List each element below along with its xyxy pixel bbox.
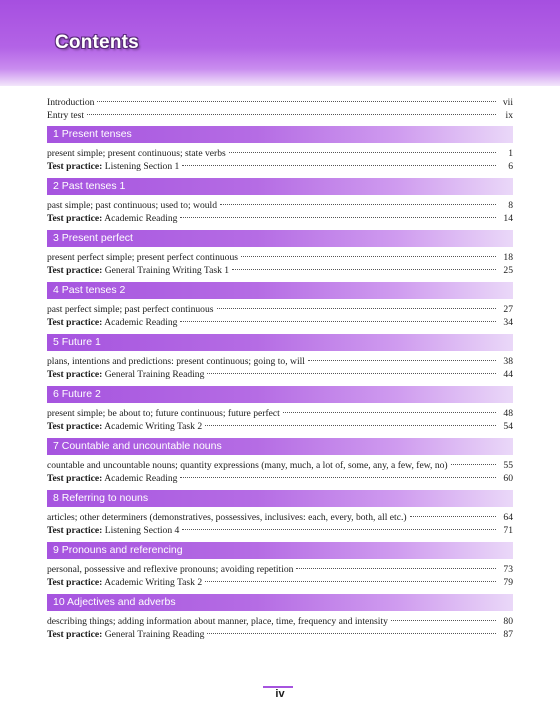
toc-entry-topics[interactable] [47, 407, 513, 420]
toc-entry-test-practice[interactable] [47, 160, 513, 173]
toc-entry-topics[interactable] [47, 511, 513, 524]
dot-leader [180, 217, 496, 218]
page-number: 73 [503, 564, 513, 575]
section-heading[interactable]: 1 Present tenses [47, 126, 513, 143]
page-number: 1 [508, 148, 513, 159]
page-number: 87 [503, 629, 513, 640]
contents-list [47, 96, 513, 641]
test-practice-label: Test practice: [47, 369, 103, 380]
page-number: 71 [503, 525, 513, 536]
test-practice-label: Test practice: [47, 265, 103, 276]
dot-leader [205, 425, 496, 426]
section-heading[interactable]: 2 Past tenses 1 [47, 178, 513, 195]
entry-text: Entry test [47, 110, 85, 121]
entry-description: plans, intentions and predictions: present continuous; going to, will [47, 356, 305, 367]
dot-leader [217, 308, 496, 309]
entry-text [47, 524, 179, 537]
entry-text: Introduction [47, 97, 95, 108]
dot-leader [205, 581, 496, 582]
dot-leader [87, 114, 496, 115]
entry-description: Academic Writing Task 2 [102, 421, 203, 432]
toc-entry-topics[interactable] [47, 459, 513, 472]
entry-text [47, 264, 229, 277]
entry-description: General Training Writing Task 1 [102, 265, 230, 276]
section-heading[interactable]: 10 Adjectives and adverbs [47, 594, 513, 611]
entry-description: describing things; adding information about manner, place, time, frequency and intensity [47, 616, 388, 627]
entry-description: present perfect simple; present perfect continuous [47, 252, 239, 263]
entry-text [47, 420, 202, 433]
entry-description: articles; other determiners (demonstratives, possessives, inclusives: each, every, both, all etc.) [47, 512, 407, 523]
entry-description: Academic Reading [102, 213, 178, 224]
section-heading[interactable]: 9 Pronouns and referencing [47, 542, 513, 559]
entry-text [47, 407, 280, 420]
page-number: 48 [503, 408, 513, 419]
toc-entry-entry-test[interactable] [47, 109, 513, 122]
test-practice-label: Test practice: [47, 629, 103, 640]
toc-entry-topics[interactable] [47, 355, 513, 368]
page-number: 54 [503, 421, 513, 432]
dot-leader [308, 360, 496, 361]
entry-description: General Training Reading [102, 369, 205, 380]
dot-leader [180, 477, 496, 478]
page-number: 14 [503, 213, 513, 224]
dot-leader [182, 529, 496, 530]
page-number: vii [502, 97, 513, 108]
test-practice-label: Test practice: [47, 421, 103, 432]
toc-entry-test-practice[interactable] [47, 628, 513, 641]
toc-entry-topics[interactable] [47, 563, 513, 576]
test-practice-label: Test practice: [47, 213, 103, 224]
dot-leader [207, 373, 496, 374]
dot-leader [391, 620, 496, 621]
entry-description: Academic Reading [102, 473, 178, 484]
toc-entry-topics[interactable] [47, 303, 513, 316]
section-heading[interactable]: 3 Present perfect [47, 230, 513, 247]
entry-description: Listening Section 1 [102, 161, 180, 172]
entry-text [47, 472, 177, 485]
page-number: 8 [508, 200, 513, 211]
entry-text [47, 251, 238, 264]
entry-text [47, 160, 179, 173]
entry-text [47, 355, 305, 368]
toc-entry-test-practice[interactable] [47, 524, 513, 537]
page-number: 64 [503, 512, 513, 523]
toc-entry-introduction[interactable] [47, 96, 513, 109]
dot-leader [229, 152, 496, 153]
toc-entry-topics[interactable] [47, 199, 513, 212]
page-number: 55 [503, 460, 513, 471]
entry-text [47, 615, 388, 628]
dot-leader [207, 633, 496, 634]
entry-text [47, 303, 214, 316]
dot-leader [410, 516, 496, 517]
sections [47, 126, 513, 641]
entry-description: Listening Section 4 [102, 525, 180, 536]
entry-description: countable and uncountable nouns; quantity expressions (many, much, a lot of, some, any, a few, few, no) [47, 460, 448, 471]
test-practice-label: Test practice: [47, 525, 103, 536]
page-number: 79 [503, 577, 513, 588]
section-heading[interactable]: 6 Future 2 [47, 386, 513, 403]
entry-text [47, 576, 202, 589]
dot-leader [182, 165, 496, 166]
test-practice-label: Test practice: [47, 473, 103, 484]
entry-text [47, 199, 217, 212]
section-heading[interactable]: 5 Future 1 [47, 334, 513, 351]
footer-page-number: iv [275, 688, 285, 700]
header-banner [0, 0, 560, 86]
entry-description: present simple; present continuous; state verbs [47, 148, 226, 159]
toc-entry-test-practice[interactable] [47, 316, 513, 329]
entry-text [47, 628, 204, 641]
toc-entry-test-practice[interactable] [47, 368, 513, 381]
toc-entry-test-practice[interactable] [47, 264, 513, 277]
section-heading[interactable]: 7 Countable and uncountable nouns [47, 438, 513, 455]
test-practice-label: Test practice: [47, 577, 103, 588]
page-number: ix [505, 110, 513, 121]
page-number: 38 [503, 356, 513, 367]
toc-entry-test-practice[interactable] [47, 472, 513, 485]
page-number: 44 [503, 369, 513, 380]
section-heading[interactable]: 4 Past tenses 2 [47, 282, 513, 299]
entry-text [47, 563, 293, 576]
page-number: 34 [503, 317, 513, 328]
test-practice-label: Test practice: [47, 161, 103, 172]
entry-text [47, 212, 177, 225]
entry-description: past perfect simple; past perfect continuous [47, 304, 214, 315]
dot-leader [241, 256, 496, 257]
toc-entry-test-practice[interactable] [47, 212, 513, 225]
dot-leader [220, 204, 496, 205]
dot-leader [451, 464, 496, 465]
dot-leader [283, 412, 496, 413]
toc-entry-topics[interactable] [47, 615, 513, 628]
entry-description: personal, possessive and reflexive pronouns; avoiding repetition [47, 564, 294, 575]
entry-text [47, 459, 448, 472]
page-number: 27 [503, 304, 513, 315]
toc-entry-topics[interactable] [47, 251, 513, 264]
page-number: 80 [503, 616, 513, 627]
entry-description: past simple; past continuous; used to; would [47, 200, 218, 211]
entry-description: present simple; be about to; future continuous; future perfect [47, 408, 280, 419]
page-number: 18 [503, 252, 513, 263]
entry-description: Academic Reading [102, 317, 178, 328]
entry-text [47, 368, 204, 381]
page-number: 60 [503, 473, 513, 484]
section-heading[interactable]: 8 Referring to nouns [47, 490, 513, 507]
entry-text [47, 147, 226, 160]
entry-description: Academic Writing Task 2 [102, 577, 203, 588]
dot-leader [232, 269, 496, 270]
dot-leader [180, 321, 496, 322]
dot-leader [97, 101, 496, 102]
entry-text [47, 316, 177, 329]
page-number: 25 [503, 265, 513, 276]
entry-text [47, 511, 407, 524]
toc-entry-test-practice[interactable] [47, 420, 513, 433]
entry-description: General Training Reading [102, 629, 205, 640]
page-title: Contents [55, 32, 139, 53]
toc-entry-topics[interactable] [47, 147, 513, 160]
toc-entry-test-practice[interactable] [47, 576, 513, 589]
page-number: 6 [508, 161, 513, 172]
dot-leader [296, 568, 496, 569]
test-practice-label: Test practice: [47, 317, 103, 328]
